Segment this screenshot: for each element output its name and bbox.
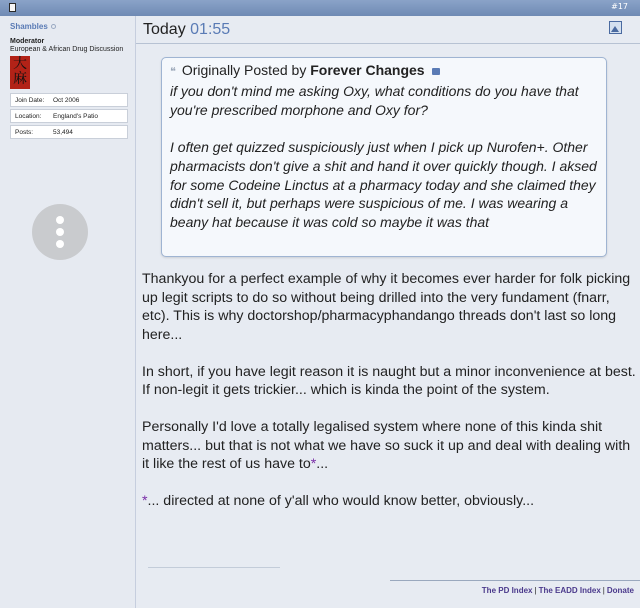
join-date-value: Oct 2006 bbox=[53, 97, 80, 104]
location-value: England's Patio bbox=[53, 113, 98, 120]
footnote-paragraph: *... directed at none of y'all who would know better, obviously... bbox=[142, 493, 535, 509]
view-post-icon[interactable] bbox=[432, 68, 440, 75]
avatar[interactable] bbox=[10, 56, 30, 89]
footnote-marker: * bbox=[142, 493, 148, 509]
more-vertical-icon bbox=[56, 216, 64, 224]
quote-body bbox=[170, 82, 602, 232]
post-number-link[interactable]: #17 bbox=[611, 2, 628, 11]
user-role: Moderator bbox=[10, 38, 45, 45]
quote-paragraph: if you don't mind me asking Oxy, what conditions do you have that you're prescribed morphone and Oxy for? bbox=[170, 83, 579, 118]
donate-link[interactable]: Donate bbox=[606, 586, 634, 595]
footer-divider bbox=[390, 580, 640, 581]
message-paragraph: Thankyou for a perfect example of why it becomes ever harder for folk picking up legit scripts to do so without being drilled into the very fundament (fnarr, etc). This is why doctorshop/pharmacyphandango threads don't last so long here... bbox=[142, 271, 631, 343]
join-date-label: Join Date: bbox=[15, 97, 45, 104]
user-forum: European & African Drug Discussion bbox=[10, 46, 124, 53]
join-date-row bbox=[10, 93, 128, 107]
message-paragraph: In short, if you have legit reason it is naught but a minor inconvenience at best. If non-legit it gets trickier... which is kinda the point of the system. bbox=[142, 363, 636, 398]
posts-value: 53,494 bbox=[53, 129, 73, 136]
posts-label: Posts: bbox=[15, 129, 34, 136]
location-label: Location: bbox=[15, 113, 42, 120]
post-date bbox=[143, 21, 230, 39]
signature-divider bbox=[148, 567, 280, 568]
avatar-text: 大麻 bbox=[13, 56, 27, 87]
quote-author: Forever Changes bbox=[310, 62, 425, 78]
message-paragraph: Personally I'd love a totally legalised system where none of this kinda shit matters... but that is not what we have so suck it up and deal with dealing with it like the rest of us have to*... bbox=[142, 419, 631, 472]
location-row bbox=[10, 109, 128, 123]
eadd-index-link[interactable]: The EADD Index bbox=[538, 586, 601, 595]
quote-prefix: Originally Posted by bbox=[181, 62, 307, 78]
footnote-marker: * bbox=[310, 456, 317, 472]
quote-box bbox=[161, 57, 607, 257]
quote-icon: ❝ bbox=[170, 65, 176, 78]
image-icon[interactable] bbox=[609, 21, 622, 34]
more-options-button[interactable] bbox=[32, 204, 88, 260]
quote-header bbox=[170, 62, 440, 78]
post-time: 01:55 bbox=[190, 21, 231, 38]
offline-status-icon bbox=[51, 24, 56, 29]
user-sidebar bbox=[0, 16, 136, 608]
post-top-bar bbox=[0, 0, 640, 16]
pd-index-link[interactable]: The PD Index bbox=[481, 586, 533, 595]
footer-links: The PD Index | The EADD Index | Donate bbox=[481, 586, 634, 595]
post-content-area bbox=[136, 16, 640, 608]
post-document-icon bbox=[9, 3, 16, 12]
username-link[interactable]: Shambles bbox=[10, 22, 48, 31]
post-message bbox=[142, 270, 636, 529]
quote-paragraph: I often get quizzed suspiciously just when I pick up Nurofen+. Other pharmacists don't give a shit and hand it over quickly though. I aksed for some Codeine Linctus at a pharmacy today and she claimed they didn't sell it, but perhaps were suspicious of me. I was wearing a beany hat because it was cold so maybe it was that bbox=[170, 139, 597, 230]
posts-row bbox=[10, 125, 128, 139]
post-date-label: Today bbox=[143, 21, 186, 38]
post-header bbox=[136, 16, 640, 44]
